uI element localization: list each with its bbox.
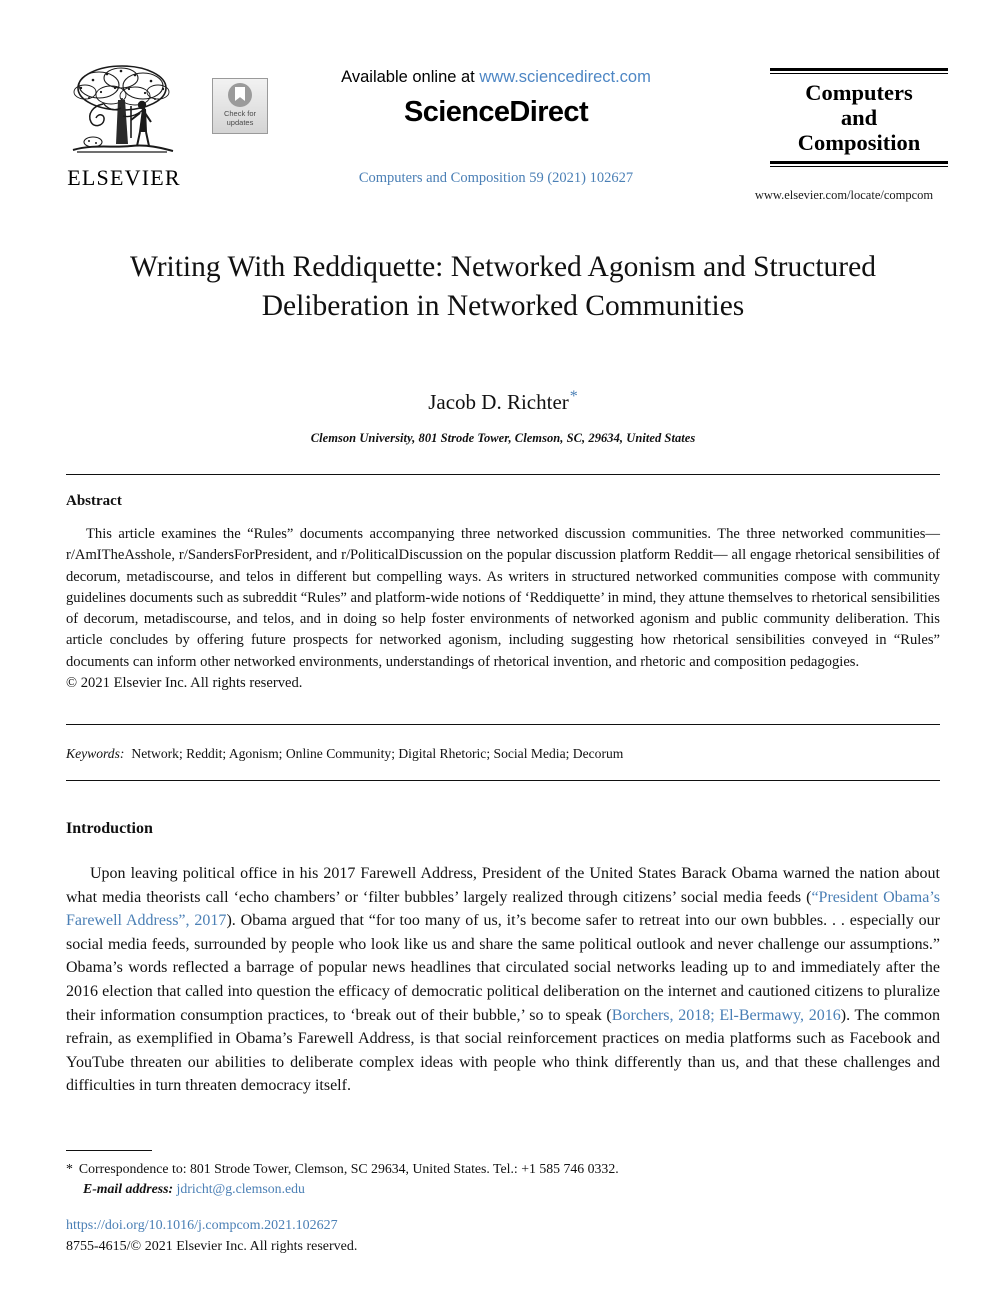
elsevier-wordmark: ELSEVIER	[67, 165, 181, 190]
author-line	[70, 388, 936, 415]
elsevier-tree-logo-icon	[63, 58, 181, 166]
intro-text-part3: ). The common refrain, as exemplified in Obama’s Farewell Address, is that social reinforcement practices on media platforms such as Facebook and YouTube threaten our abilities to deliberate complex ideas with people who think differently than us, and that these challenges and difficulties in turn threaten democracy itself.	[66, 1006, 941, 1095]
crossmark-icon	[228, 83, 252, 107]
journal-masthead	[0, 0, 1006, 215]
footnote-email-line	[66, 1179, 866, 1199]
footnote-marker: *	[66, 1161, 73, 1176]
corresponding-author-marker[interactable]: *	[569, 388, 578, 405]
keywords-label: Keywords:	[66, 746, 125, 761]
crossmark-label-line1: Check for	[223, 109, 257, 118]
introduction-body	[66, 862, 940, 1098]
keywords-bottom-rule	[66, 780, 940, 781]
keywords-values: Network; Reddit; Agonism; Online Community; Digital Rhetoric; Social Media; Decorum	[131, 746, 624, 761]
intro-text-part2: ). Obama argued that “for too many of us, it’s become safer to retreat into our own bubbles. . . especially our social media feeds, surrounded by people who look like us and share the same political outlook and never challenge our assumptions.” Obama’s words reflected a barrage of popular news headlines that circulated social networks leading up to and immediately after the 2016 election that called into question the efficacy of democratic political deliberation on the internet and cautioned citizens to pluralize their information consumption practices, to ‘break out of their bubble,’ so to speak (	[66, 912, 940, 1024]
available-online-prefix: Available online at	[341, 68, 480, 86]
author-name: Jacob D. Richter	[428, 390, 569, 414]
footnote-separator-rule	[66, 1150, 152, 1151]
abstract-heading: Abstract	[66, 493, 122, 509]
journal-logo	[764, 68, 954, 167]
journal-title-line3: Composition	[797, 130, 921, 155]
footnote-correspondence-text: Correspondence to: 801 Strode Tower, Clemson, SC 29634, United States. Tel.: +1 585 746 0332.	[78, 1161, 619, 1176]
elsevier-logo	[63, 58, 185, 189]
citation-link-borchers[interactable]: Borchers, 2018; El-Bermawy, 2016	[611, 1006, 841, 1024]
doi-link[interactable]: https://doi.org/10.1016/j.compcom.2021.102627	[66, 1218, 338, 1233]
abstract-body	[66, 524, 940, 694]
author-affiliation: Clemson University, 801 Strode Tower, Clemson, SC, 29634, United States	[310, 431, 696, 445]
footnote-block	[66, 1159, 866, 1199]
issn-copyright: 8755-4615/© 2021 Elsevier Inc. All rights reserved.	[66, 1238, 358, 1254]
title-block	[70, 248, 936, 446]
introduction-heading: Introduction	[66, 820, 153, 837]
journal-logo-rule-bottom	[770, 161, 948, 167]
introduction-paragraph	[66, 862, 940, 1098]
intro-text-part1: Upon leaving political office in his 2017 Farewell Address, President of the United States Barack Obama warned the nation about what media theorists call ‘echo chambers’ or ‘filter bubbles’ largely realized through citizens’ social media feeds (	[66, 865, 940, 906]
crossmark-label-line2: updates	[226, 118, 254, 127]
abstract-paragraph: This article examines the “Rules” documents accompanying three networked discussion communities. The three networked communities— r/AmITheAsshole, r/SandersForPresident, and r/PoliticalDiscussion on the popular discussion platform Reddit— all engage rhetorical sensibilities of decorum, metadiscourse, and telos in different but compelling ways. As writers in structured networked communities compose with community guidelines documents such as subreddit “Rules” and platform-wide notions of ‘Reddiquette’ in mind, they attune themselves to rhetorical sensibilities of decorum, metadiscourse, and telos, and in doing so help foster environments of networked agonism and public community deliberation. This article concludes by offering future prospects for networked agonism, including suggesting how rhetorical sensibilities conveyed in “Rules” documents can inform other networked environments, understandings of rhetorical invention, and rhetoric and composition pedagogies.	[66, 526, 940, 670]
crossmark-badge[interactable]	[212, 78, 268, 134]
available-online-line	[286, 68, 706, 88]
journal-title	[764, 74, 954, 161]
sciencedirect-url-link[interactable]: www.sciencedirect.com	[479, 68, 651, 86]
citation-link-obama[interactable]: “President Obama’s Farewell Address”, 2017	[66, 888, 940, 930]
page-footer	[66, 1216, 766, 1257]
keywords-line	[66, 746, 940, 762]
keywords-top-rule	[66, 724, 940, 725]
sciencedirect-wordmark: ScienceDirect	[403, 95, 589, 128]
journal-title-line2: and	[840, 105, 878, 130]
email-label: E-mail address:	[83, 1181, 174, 1196]
abstract-top-rule	[66, 474, 940, 475]
journal-homepage-url[interactable]: www.elsevier.com/locate/compcom	[754, 188, 934, 202]
email-link[interactable]: jdricht@g.clemson.edu	[176, 1181, 305, 1196]
abstract-copyright: © 2021 Elsevier Inc. All rights reserved.	[66, 675, 303, 692]
sciencedirect-block	[286, 68, 706, 129]
journal-reference-link[interactable]: Computers and Composition 59 (2021) 102627	[358, 170, 634, 186]
footnote-correspondence	[66, 1159, 866, 1179]
page-title: Writing With Reddiquette: Networked Agonism and Structured Deliberation in Networked Communities	[130, 251, 876, 322]
journal-title-line1: Computers	[805, 80, 913, 105]
